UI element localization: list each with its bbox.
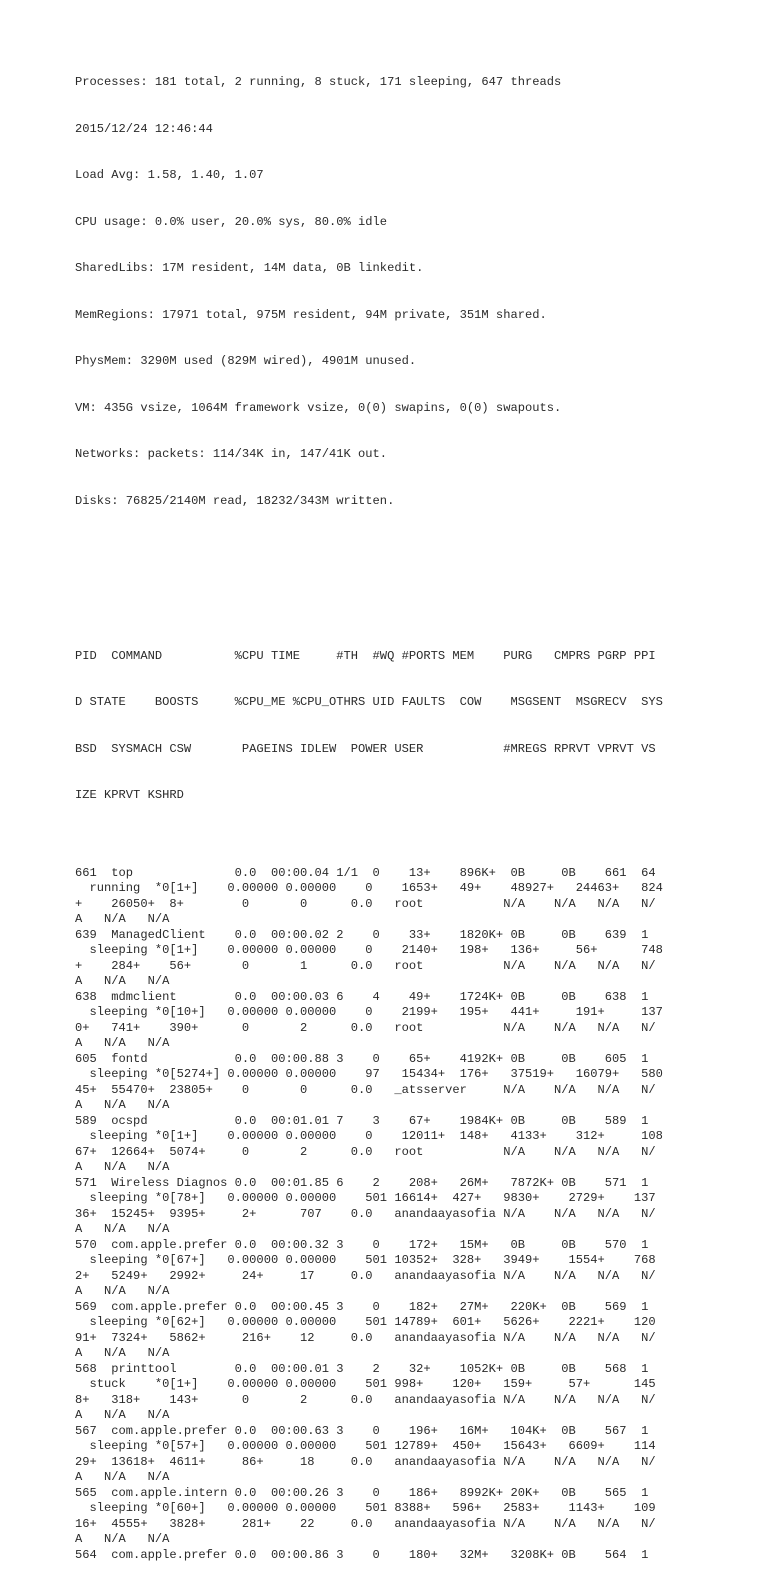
process-row-line: 564 com.apple.prefer 0.0 00:00.86 3 0 180+ 32M+ 3208K+ 0B 564 1: [75, 1547, 649, 1562]
process-row-line: sleeping *0[57+] 0.00000 0.00000 501 12789+ 450+ 15643+ 6609+ 114: [75, 1439, 656, 1453]
process-row-line: sleeping *0[60+] 0.00000 0.00000 501 8388+ 596+ 2583+ 1143+ 109: [75, 1501, 656, 1515]
process-row-line: 67+ 12664+ 5074+ 0 2 0.0 root N/A N/A N/A N/: [75, 1144, 656, 1159]
process-row-line: 16+ 4555+ 3828+ 281+ 22 0.0 anandaayasofia N/A N/A N/A N/: [75, 1516, 656, 1531]
process-row-line: 589 ocspd 0.0 00:01.01 7 3 67+ 1984K+ 0B 0B 589 1: [75, 1113, 649, 1128]
summary-load-avg: Load Avg: 1.58, 1.40, 1.07: [75, 168, 264, 182]
process-row-line: 565 com.apple.intern 0.0 00:00.26 3 0 186+ 8992K+ 20K+ 0B 565 1: [75, 1485, 649, 1500]
process-row-line: sleeping *0[5274+] 0.00000 0.00000 97 15434+ 176+ 37519+ 16079+ 580: [75, 1067, 663, 1081]
terminal-output: [75, 13, 765, 1579]
process-row-line: sleeping *0[1+] 0.00000 0.00000 0 2140+ 198+ 136+ 56+ 748: [75, 943, 663, 957]
column-header-line: BSD SYSMACH CSW PAGEINS IDLEW POWER USER #MREGS RPRVT VPRVT VS: [75, 741, 656, 756]
process-row-line: sleeping *0[67+] 0.00000 0.00000 501 10352+ 328+ 3949+ 1554+ 768: [75, 1253, 656, 1267]
process-row-line: 36+ 15245+ 9395+ 2+ 707 0.0 anandaayasofia N/A N/A N/A N/: [75, 1206, 656, 1221]
summary-datetime: 2015/12/24 12:46:44: [75, 121, 213, 136]
process-row: [75, 1424, 765, 1486]
process-row: [75, 1300, 765, 1362]
process-row-line: A N/A N/A: [75, 1284, 170, 1298]
process-row-line: 605 fontd 0.0 00:00.88 3 0 65+ 4192K+ 0B 0B 605 1: [75, 1051, 649, 1066]
process-row-line: 571 Wireless Diagnos 0.0 00:01.85 6 2 208+ 26M+ 7872K+ 0B 571 1: [75, 1175, 649, 1190]
process-row-line: 2+ 5249+ 2992+ 24+ 17 0.0 anandaayasofia N/A N/A N/A N/: [75, 1268, 656, 1283]
process-row-line: 639 ManagedClient 0.0 00:00.02 2 0 33+ 1820K+ 0B 0B 639 1: [75, 927, 649, 942]
summary-networks: Networks: packets: 114/34K in, 147/41K out.: [75, 447, 388, 461]
process-row: [75, 928, 765, 990]
process-row-line: sleeping *0[1+] 0.00000 0.00000 0 12011+ 148+ 4133+ 312+ 108: [75, 1129, 663, 1143]
summary-block: [75, 44, 765, 540]
process-row-line: 567 com.apple.prefer 0.0 00:00.63 3 0 196+ 16M+ 104K+ 0B 567 1: [75, 1423, 649, 1438]
process-row-line: A N/A N/A: [75, 1532, 170, 1546]
summary-memregions: MemRegions: 17971 total, 975M resident, 94M private, 351M shared.: [75, 307, 547, 322]
process-row-line: sleeping *0[62+] 0.00000 0.00000 501 14789+ 601+ 5626+ 2221+ 120: [75, 1315, 656, 1329]
process-row-line: 91+ 7324+ 5862+ 216+ 12 0.0 anandaayasofia N/A N/A N/A N/: [75, 1330, 656, 1345]
blank-line: [75, 571, 765, 587]
process-row: [75, 990, 765, 1052]
summary-physmem: PhysMem: 3290M used (829M wired), 4901M unused.: [75, 354, 417, 368]
process-row-line: 45+ 55470+ 23805+ 0 0 0.0 _atsserver N/A N/A N/A N/: [75, 1082, 656, 1097]
process-row-line: A N/A N/A: [75, 1408, 170, 1422]
process-row: [75, 1362, 765, 1424]
summary-sharedlibs: SharedLibs: 17M resident, 14M data, 0B linkedit.: [75, 261, 424, 275]
process-row-line: A N/A N/A: [75, 974, 170, 988]
process-row-line: A N/A N/A: [75, 1346, 170, 1360]
process-row-line: stuck *0[1+] 0.00000 0.00000 501 998+ 120+ 159+ 57+ 145: [75, 1377, 656, 1391]
process-row-line: 570 com.apple.prefer 0.0 00:00.32 3 0 172+ 15M+ 0B 0B 570 1: [75, 1237, 649, 1252]
column-header-line: D STATE BOOSTS %CPU_ME %CPU_OTHRS UID FAULTS COW MSGSENT MSGRECV SYS: [75, 695, 663, 709]
process-row-line: sleeping *0[78+] 0.00000 0.00000 501 16614+ 427+ 9830+ 2729+ 137: [75, 1191, 656, 1205]
summary-vm: VM: 435G vsize, 1064M framework vsize, 0(0) swapins, 0(0) swapouts.: [75, 400, 562, 415]
process-row-line: 569 com.apple.prefer 0.0 00:00.45 3 0 182+ 27M+ 220K+ 0B 569 1: [75, 1299, 649, 1314]
process-row-line: A N/A N/A: [75, 1222, 170, 1236]
process-row-line: A N/A N/A: [75, 912, 170, 926]
process-row-line: A N/A N/A: [75, 1160, 170, 1174]
process-row: [75, 1486, 765, 1548]
process-row: [75, 1176, 765, 1238]
process-row-line: sleeping *0[10+] 0.00000 0.00000 0 2199+ 195+ 441+ 191+ 137: [75, 1005, 663, 1019]
process-row-line: 0+ 741+ 390+ 0 2 0.0 root N/A N/A N/A N/: [75, 1020, 656, 1035]
process-row-line: 8+ 318+ 143+ 0 2 0.0 anandaayasofia N/A N/A N/A N/: [75, 1392, 656, 1407]
summary-cpu-usage: CPU usage: 0.0% user, 20.0% sys, 80.0% idle: [75, 214, 388, 229]
summary-disks: Disks: 76825/2140M read, 18232/343M written.: [75, 493, 395, 508]
process-row-line: + 284+ 56+ 0 1 0.0 root N/A N/A N/A N/: [75, 958, 656, 973]
column-header-line: PID COMMAND %CPU TIME #TH #WQ #PORTS MEM PURG CMPRS PGRP PPI: [75, 648, 656, 663]
process-row-line: 638 mdmclient 0.0 00:00.03 6 4 49+ 1724K+ 0B 0B 638 1: [75, 989, 649, 1004]
process-row: [75, 866, 765, 928]
column-header-line: IZE KPRVT KSHRD: [75, 788, 184, 802]
summary-processes: Processes: 181 total, 2 running, 8 stuck, 171 sleeping, 647 threads: [75, 75, 562, 89]
process-row: [75, 1548, 765, 1564]
process-row-line: A N/A N/A: [75, 1098, 170, 1112]
process-row-line: running *0[1+] 0.00000 0.00000 0 1653+ 49+ 48927+ 24463+ 824: [75, 881, 663, 895]
process-list: [75, 866, 765, 1564]
process-row-line: A N/A N/A: [75, 1036, 170, 1050]
process-row-line: 568 printtool 0.0 00:00.01 3 2 32+ 1052K+ 0B 0B 568 1: [75, 1361, 649, 1376]
process-row: [75, 1052, 765, 1114]
process-row-line: 29+ 13618+ 4611+ 86+ 18 0.0 anandaayasofia N/A N/A N/A N/: [75, 1454, 656, 1469]
process-row: [75, 1238, 765, 1300]
process-row: [75, 1114, 765, 1176]
column-header: [75, 618, 765, 835]
process-row-line: + 26050+ 8+ 0 0 0.0 root N/A N/A N/A N/: [75, 896, 656, 911]
process-row-line: 661 top 0.0 00:00.04 1/1 0 13+ 896K+ 0B 0B 661 64: [75, 865, 656, 880]
process-row-line: A N/A N/A: [75, 1470, 170, 1484]
